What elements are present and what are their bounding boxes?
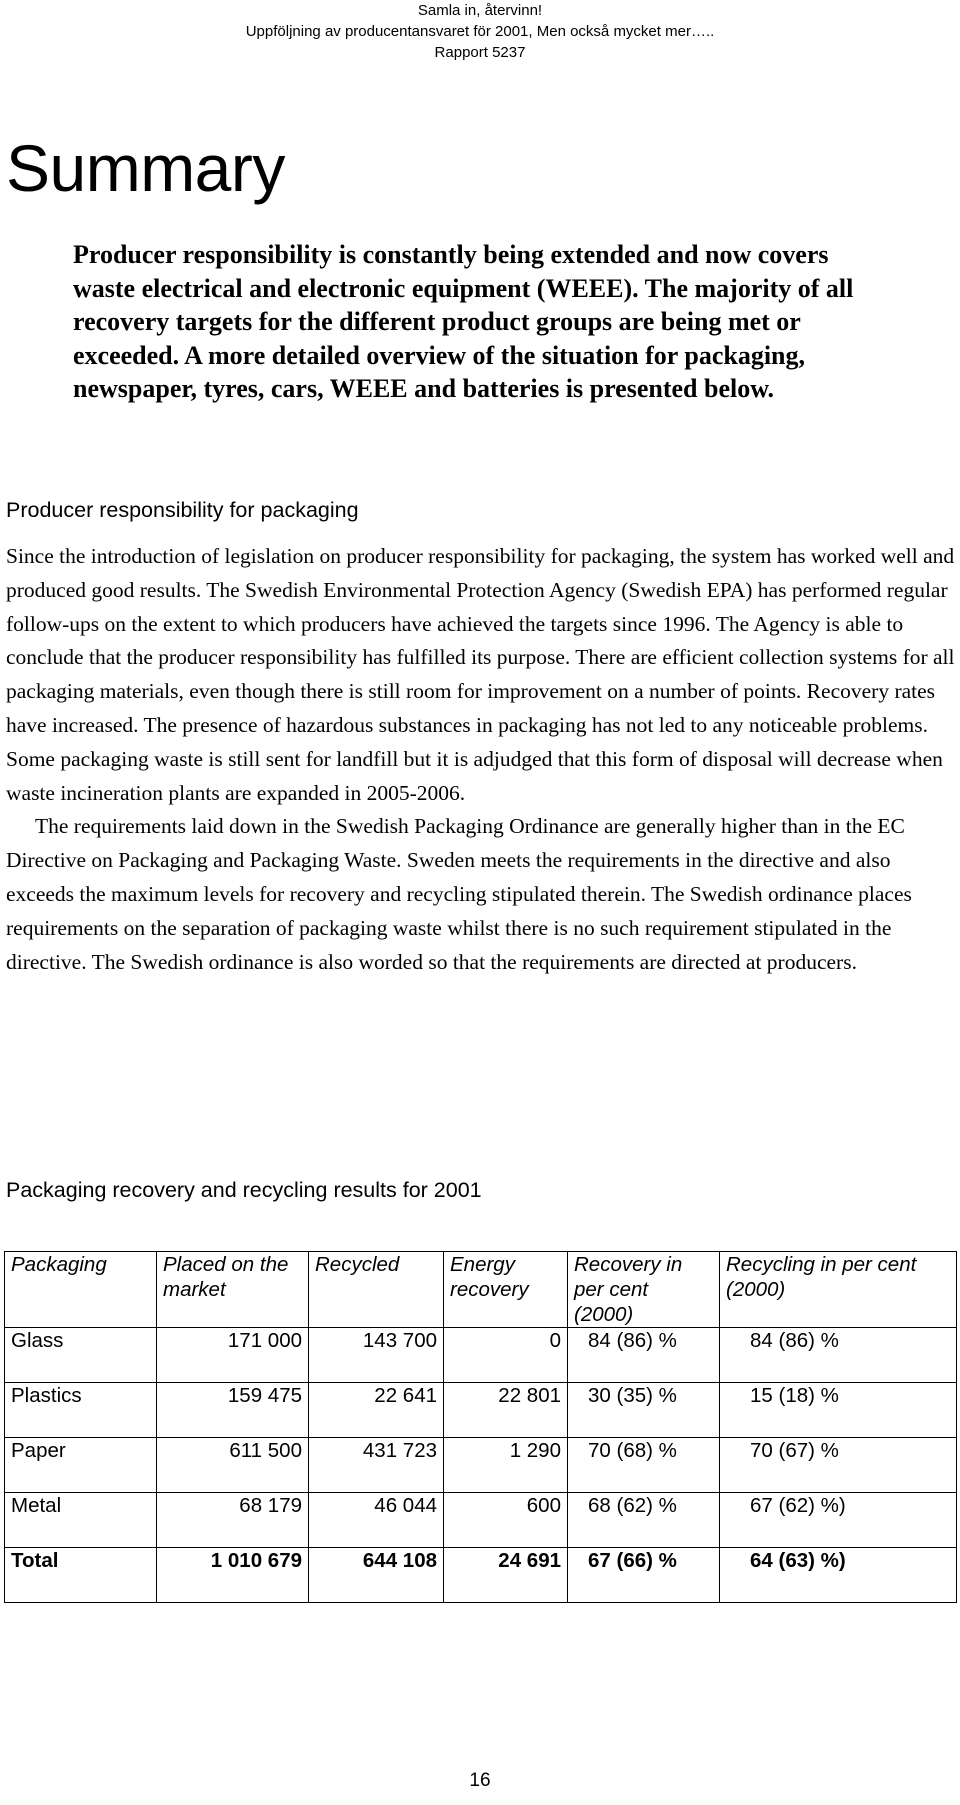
cell-total-recycling-pct: 64 (63) %) <box>720 1548 957 1603</box>
table-header-row <box>5 1252 957 1328</box>
cell-material: Glass <box>5 1328 157 1383</box>
page-number: 16 <box>469 1770 491 1791</box>
cell-placed: 68 179 <box>157 1493 309 1548</box>
header-line-1: Samla in, återvinn! <box>417 2 543 19</box>
cell-placed: 171 000 <box>157 1328 309 1383</box>
abstract-text: Producer responsibility is constantly being extended and now covers waste electrical and electronic equipment (WEEE). The majority of all recovery targets for the different product groups are being met or exceeded. A more detailed overview of the situation for packaging, newspaper, tyres, cars, WEEE and batteries is presented below. <box>73 240 854 403</box>
results-table <box>4 1251 957 1603</box>
header-line-3: Rapport 5237 <box>434 44 526 61</box>
cell-recycled: 143 700 <box>309 1328 444 1383</box>
cell-recycling-pct: 15 (18) % <box>720 1383 957 1438</box>
cell-material: Metal <box>5 1493 157 1548</box>
cell-energy: 22 801 <box>444 1383 568 1438</box>
cell-total-label: Total <box>5 1548 157 1603</box>
section-heading-packaging: Producer responsibility for packaging <box>6 498 359 522</box>
cell-total-recovery-pct: 67 (66) % <box>568 1548 720 1603</box>
running-header <box>0 0 960 63</box>
header-cell-energy: Energy recovery <box>444 1252 568 1328</box>
table-row <box>5 1328 957 1383</box>
cell-recycling-pct: 67 (62) %) <box>720 1493 957 1548</box>
cell-material: Paper <box>5 1438 157 1493</box>
section-body <box>6 540 956 979</box>
cell-total-energy: 24 691 <box>444 1548 568 1603</box>
cell-recycled: 22 641 <box>309 1383 444 1438</box>
header-cell-placed: Placed on the market <box>157 1252 309 1328</box>
header-cell-recovery-pct: Recovery in per cent (2000) <box>568 1252 720 1328</box>
paragraph-1: Since the introduction of legislation on producer responsibility for packaging, the system has worked well and produced good results. The Swedish Environmental Protection Agency (Swedish EPA) has performed regular follow-ups on the extent to which producers have achieved the targets since 1996. The Agency is able to conclude that the producer responsibility has fulfilled its purpose. There are efficient collection systems for all packaging materials, even though there is still room for improvement on a number of points. Recovery rates have increased. The presence of hazardous substances in packaging has not led to any noticeable problems. Some packaging waste is still sent for landfill but it is adjudged that this form of disposal will decrease when waste incineration plants are expanded in 2005-2006. <box>6 544 955 805</box>
paragraph-2: The requirements laid down in the Swedish Packaging Ordinance are generally higher than in the EC Directive on Packaging and Packaging Waste. Sweden meets the requirements in the directive and also exceeds the maximum levels for recovery and recycling stipulated therein. The Swedish ordinance places requirements on the separation of packaging waste whilst there is no such requirement stipulated in the directive. The Swedish ordinance is also worded so that the requirements are directed at producers. <box>6 814 912 974</box>
cell-recycling-pct: 84 (86) % <box>720 1328 957 1383</box>
cell-recycled: 431 723 <box>309 1438 444 1493</box>
section-heading-results: Packaging recovery and recycling results for 2001 <box>6 1178 482 1202</box>
table-row <box>5 1438 957 1493</box>
cell-recovery-pct: 84 (86) % <box>568 1328 720 1383</box>
header-cell-recycled: Recycled <box>309 1252 444 1328</box>
cell-energy: 600 <box>444 1493 568 1548</box>
cell-material: Plastics <box>5 1383 157 1438</box>
cell-energy: 1 290 <box>444 1438 568 1493</box>
cell-total-recycled: 644 108 <box>309 1548 444 1603</box>
cell-recovery-pct: 70 (68) % <box>568 1438 720 1493</box>
cell-recovery-pct: 30 (35) % <box>568 1383 720 1438</box>
cell-total-placed: 1 010 679 <box>157 1548 309 1603</box>
cell-recycling-pct: 70 (67) % <box>720 1438 957 1493</box>
page-title: Summary <box>6 131 285 205</box>
cell-placed: 159 475 <box>157 1383 309 1438</box>
cell-recovery-pct: 68 (62) % <box>568 1493 720 1548</box>
table-row <box>5 1493 957 1548</box>
header-line-2: Uppföljning av producentansvaret för 2001, Men också mycket mer….. <box>245 23 715 40</box>
summary-abstract <box>73 238 893 406</box>
table-row <box>5 1383 957 1438</box>
cell-energy: 0 <box>444 1328 568 1383</box>
header-cell-packaging: Packaging <box>5 1252 157 1328</box>
header-cell-recycling-pct: Recycling in per cent (2000) <box>720 1252 957 1328</box>
table-total-row <box>5 1548 957 1603</box>
cell-placed: 611 500 <box>157 1438 309 1493</box>
cell-recycled: 46 044 <box>309 1493 444 1548</box>
